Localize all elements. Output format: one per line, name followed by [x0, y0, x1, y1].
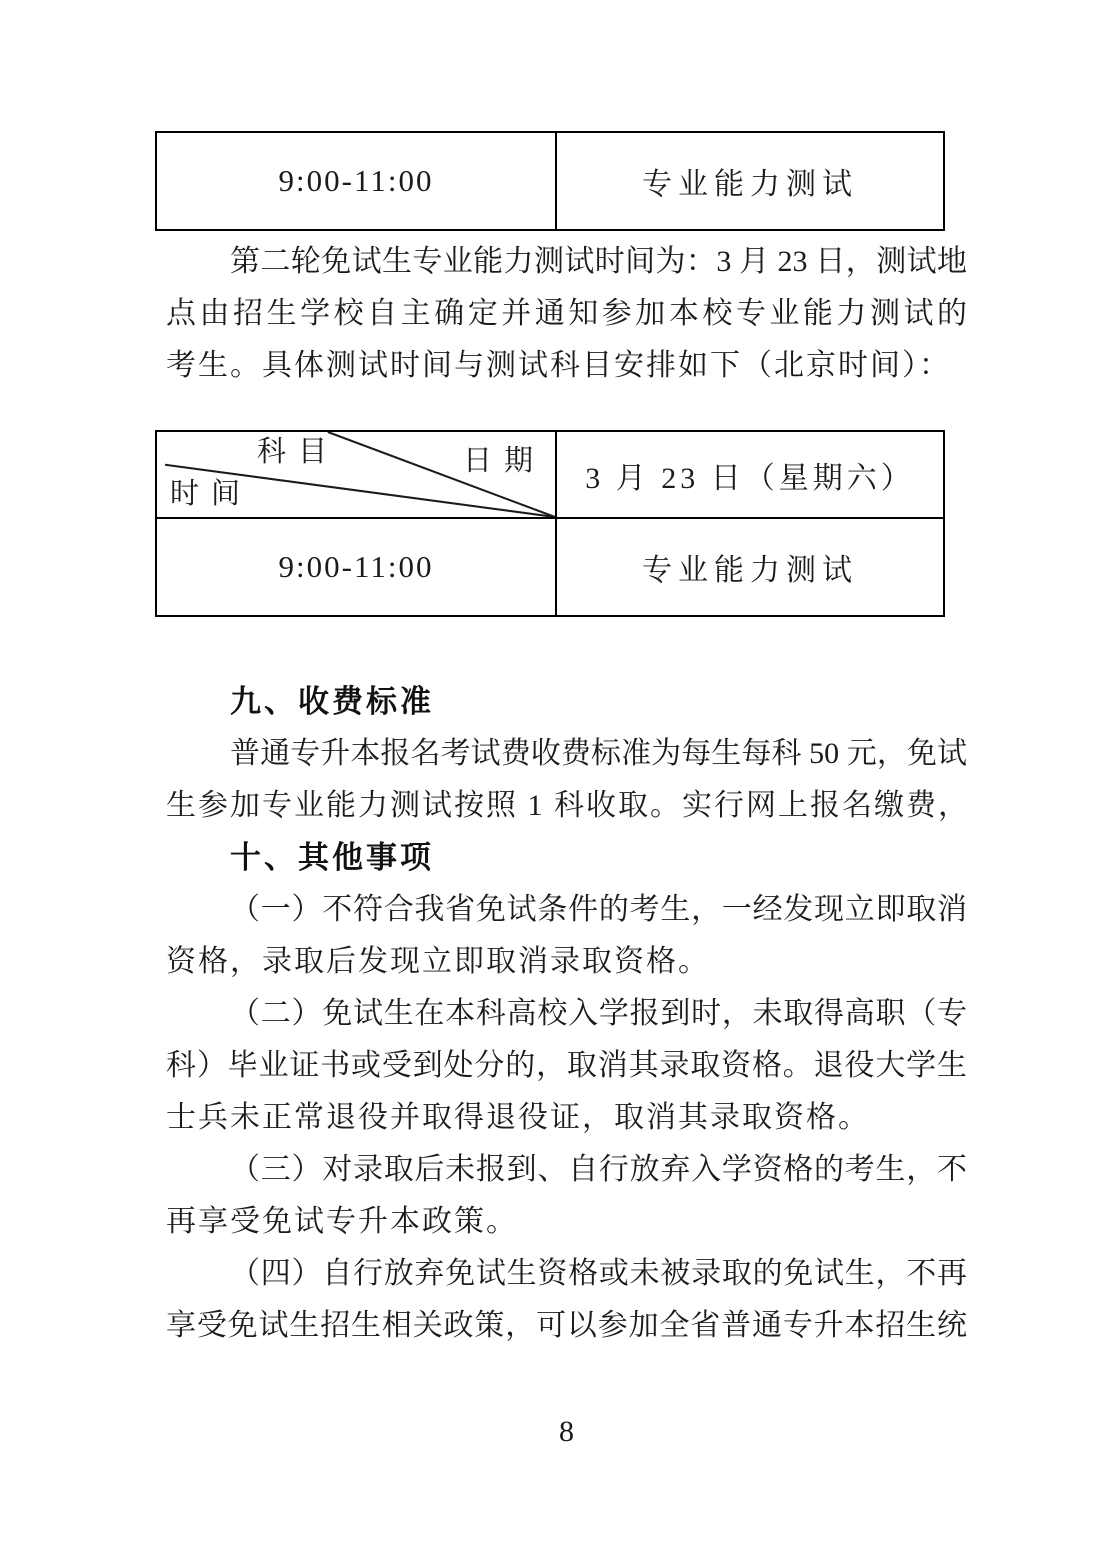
subject-value: 专业能力测试 — [642, 168, 858, 201]
cell-date-header — [555, 432, 943, 517]
time-slot-value: 9:00-11:00 — [278, 163, 434, 198]
text-line: 十、其他事项 — [230, 840, 434, 875]
cell-diagonal-header — [157, 432, 555, 517]
text-line: （一）不符合我省免试条件的考生，一经发现立即取消 — [230, 893, 967, 926]
text-line: 点由招生学校自主确定并通知参加本校专业能力测试的 — [166, 297, 967, 330]
text-line: 第二轮免试生专业能力测试时间为：3 月 23 日，测试地 — [230, 245, 967, 278]
cell-subject — [555, 133, 943, 229]
schedule-table-round1 — [155, 131, 945, 231]
cell-subject — [555, 517, 943, 615]
sections-text — [166, 676, 970, 1352]
time-slot-value: 9:00-11:00 — [278, 549, 434, 584]
corner-label-time: 时间 — [170, 478, 253, 510]
text-line: 九、收费标准 — [230, 684, 434, 719]
schedule-table-round2 — [155, 430, 945, 617]
page-number: 8 — [559, 1415, 574, 1448]
cell-time-slot — [157, 517, 555, 615]
text-line: （三）对录取后未报到、自行放弃入学资格的考生，不 — [230, 1153, 967, 1186]
text-line: 享受免试生招生相关政策，可以参加全省普通专升本招生统 — [166, 1309, 967, 1342]
text-line: （四）自行放弃免试生资格或未被录取的免试生，不再 — [230, 1257, 967, 1290]
corner-label-date: 日期 — [463, 445, 546, 477]
text-line: 科）毕业证书或受到处分的，取消其录取资格。退役大学生 — [166, 1049, 967, 1082]
text-line: 考生。具体测试时间与测试科目安排如下（北京时间）： — [166, 349, 951, 382]
text-line: 再享受免试专升本政策。 — [166, 1205, 518, 1238]
text-line: （二）免试生在本科高校入学报到时，未取得高职（专 — [230, 997, 967, 1030]
subject-value: 专业能力测试 — [642, 554, 858, 587]
cell-time-slot — [157, 133, 555, 229]
corner-label-subject: 科目 — [257, 436, 340, 468]
text-line: 资格，录取后发现立即取消录取资格。 — [166, 945, 710, 978]
date-header-value: 3 月 23 日（星期六） — [585, 461, 915, 495]
text-line: 普通专升本报名考试费收费标准为每生每科 50 元，免试 — [230, 737, 967, 770]
text-line: 士兵未正常退役并取得退役证，取消其录取资格。 — [166, 1101, 870, 1134]
text-line: 生参加专业能力测试按照 1 科收取。实行网上报名缴费， — [166, 789, 970, 822]
paragraph-round2-info — [166, 236, 967, 392]
